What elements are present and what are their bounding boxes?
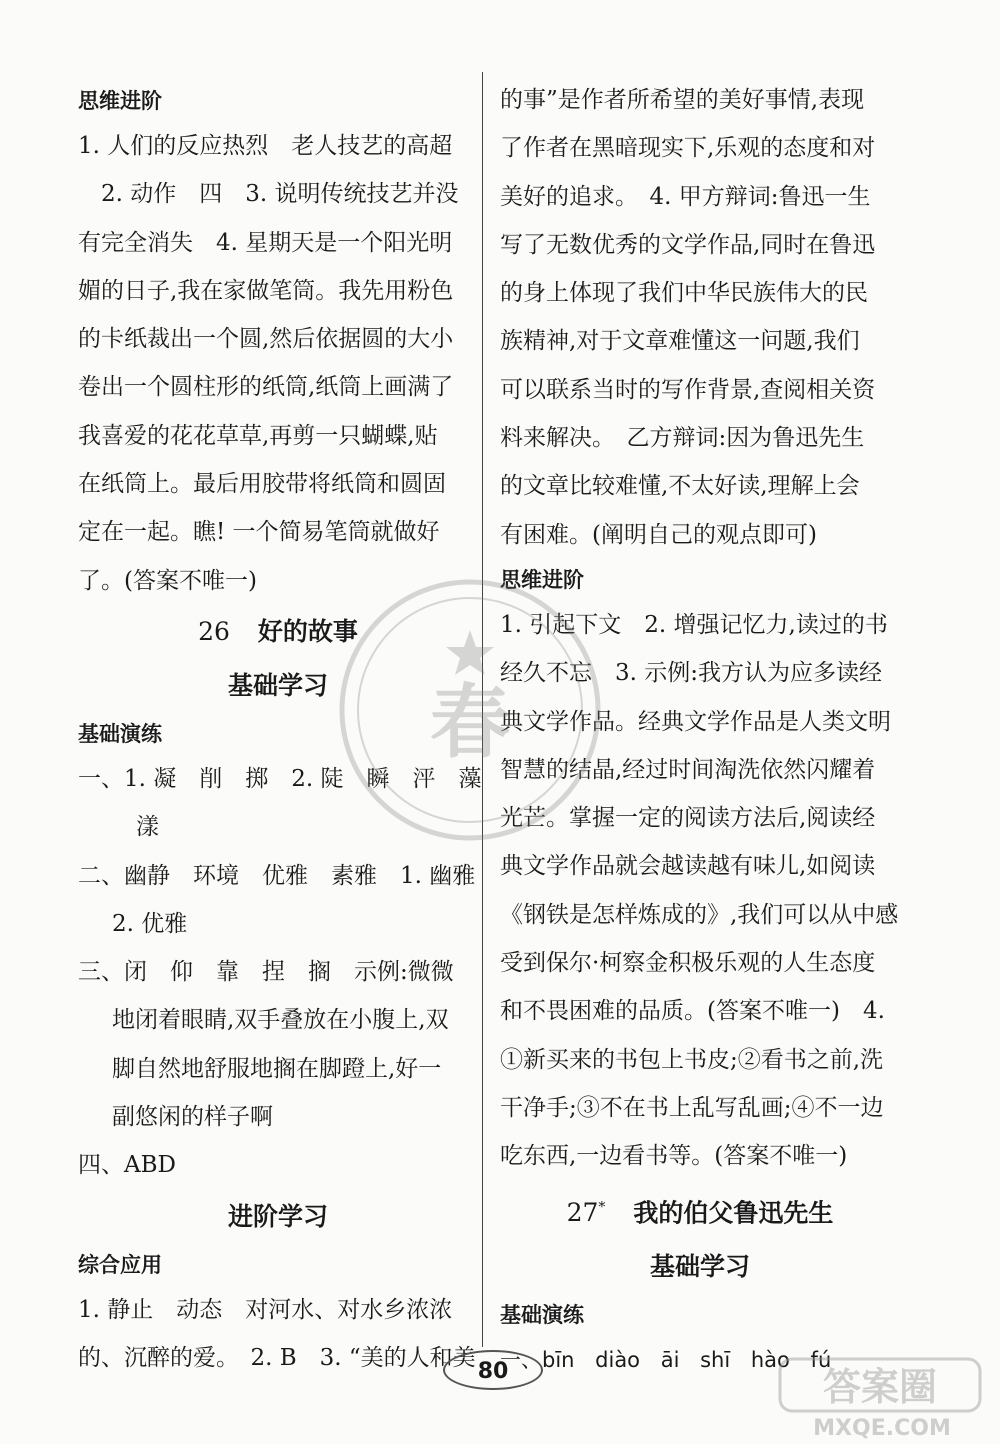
heading-comprehensive: 综合应用 [78, 1252, 162, 1277]
pinyin-line: 一、bīn diào āi shī hào fú [500, 1347, 832, 1372]
answer-q2 [78, 852, 478, 949]
lesson-number-text: 27 [566, 1197, 599, 1227]
text-line: 的事”是作者所希望的美好事情,表现 [500, 87, 865, 113]
heading-thinking-advance: 思维进阶 [78, 89, 162, 113]
text-line: 美好的追求。 4. 甲方辩词:鲁迅一生 [500, 183, 871, 210]
text-line: 的、沉醉的爱。 2. B 3. “美的人和美 [78, 1344, 476, 1371]
text-line: 在纸筒上。最后用胶带将纸筒和圆固 [78, 471, 446, 498]
lesson-name: 好的故事 [257, 616, 358, 646]
heading-basic-practice: 基础演练 [500, 1302, 584, 1327]
heading-thinking-advance: 思维进阶 [500, 567, 584, 592]
text-line: 副悠闲的样子啊 [112, 1104, 273, 1131]
text-line: 了。(答案不唯一) [78, 567, 257, 594]
lesson-number: 26 [198, 616, 230, 646]
text-line: 写了无数优秀的文学作品,同时在鲁迅 [500, 231, 876, 258]
section-basic-study: 基础学习 [227, 670, 328, 700]
section-advanced-study: 进阶学习 [227, 1201, 328, 1231]
text-line: 1. 静止 动态 对河水、对水乡浓浓 [78, 1296, 453, 1323]
heading-basic-practice: 基础演练 [78, 721, 162, 746]
answer-q4 [78, 1141, 478, 1189]
section-basic-study: 基础学习 [649, 1251, 750, 1281]
answer-q3 [78, 948, 478, 1141]
text-line: 光芒。掌握一定的阅读方法后,阅读经 [500, 805, 876, 832]
text-line: 受到保尔·柯察金积极乐观的人生态度 [500, 950, 876, 977]
text-line: 料来解决。 乙方辩词:因为鲁迅先生 [500, 425, 865, 452]
watermark-domain: MXQE.COM [813, 1416, 951, 1441]
text-line: 族精神,对于文章难懂这一问题,我们 [500, 328, 860, 355]
text-line: 《钢铁是怎样炼成的》,我们可以从中感 [500, 901, 899, 928]
text-line: 的卡纸裁出一个圆,然后依据圆的大小 [78, 326, 454, 353]
answer-paragraph [78, 1286, 478, 1383]
text-line: 定在一起。瞧! 一个简易笔筒就做好 [78, 519, 440, 546]
text-line: 一、1. 凝 削 掷 2. 陡 瞬 泙 藻 [78, 765, 482, 792]
text-line: 的身上体现了我们中华民族伟大的民 [500, 280, 868, 307]
text-line: 我喜爱的花花草草,再剪一只蝴蝶,贴 [78, 422, 438, 449]
text-line: 卷出一个圆柱形的纸筒,纸筒上画满了 [78, 374, 454, 401]
page-number: 80 [443, 1350, 543, 1390]
text-line: 经久不忘 3. 示例:我方认为应多读经 [500, 660, 883, 687]
text-line: 1. 人们的反应热烈 老人技艺的高超 [78, 133, 453, 159]
text-line: 地闭着眼睛,双手叠放在小腹上,双 [112, 1007, 449, 1034]
text-line: 有困难。(阐明自己的观点即可) [500, 521, 817, 548]
text-line: 2. 优雅 [112, 910, 188, 937]
text-line: 智慧的结晶,经过时间淘洗依然闪耀着 [500, 756, 876, 783]
text-line: 三、闭 仰 靠 捏 搁 示例:微微 [78, 959, 454, 986]
text-line: 和不畏困难的品质。(答案不唯一) 4. [500, 998, 885, 1025]
text-line: 干净手;③不在书上乱写乱画;④不一边 [500, 1094, 884, 1121]
text-line: 2. 动作 四 3. 说明传统技艺并没 [78, 181, 459, 208]
text-line: 的文章比较难懂,不太好读,理解上会 [500, 473, 860, 500]
text-line: 1. 引起下文 2. 增强记忆力,读过的书 [500, 611, 888, 638]
text-line: ①新买来的书包上书皮;②看书之前,洗 [500, 1046, 884, 1073]
lesson-name: 我的伯父鲁迅先生 [633, 1197, 834, 1227]
text-line: 脚自然地舒服地搁在脚蹬上,好一 [112, 1055, 442, 1082]
lesson-number [567, 1198, 606, 1227]
seal-stamp [335, 575, 605, 845]
text-line: 了作者在黑暗现实下,乐观的态度和对 [500, 135, 876, 162]
stamp-character: 春 [430, 676, 510, 769]
text-line: 可以联系当时的写作背景,查阅相关资 [500, 376, 876, 403]
optional-mark: * [598, 1199, 606, 1216]
answer-paragraph [500, 76, 900, 559]
text-line: 四、ABD [78, 1152, 176, 1179]
lesson-27-title [500, 1181, 900, 1240]
answer-paragraph [78, 122, 478, 605]
text-line: 漾 [136, 814, 159, 841]
watermark-title: 答案圈 [822, 1365, 938, 1409]
text-line: 媚的日子,我在家做笔筒。我先用粉色 [78, 277, 454, 304]
text-line: 典文学作品就会越读越有味儿,如阅读 [500, 853, 876, 880]
text-line: 有完全消失 4. 星期天是一个阳光明 [78, 229, 453, 256]
watermark-logo [770, 1355, 995, 1441]
text-line: 吃东西,一边看书等。(答案不唯一) [500, 1143, 848, 1170]
text-line: 典文学作品。经典文学作品是人类文明 [500, 708, 891, 735]
text-line: 二、幽静 环境 优雅 素雅 1. 幽雅 [78, 862, 476, 889]
